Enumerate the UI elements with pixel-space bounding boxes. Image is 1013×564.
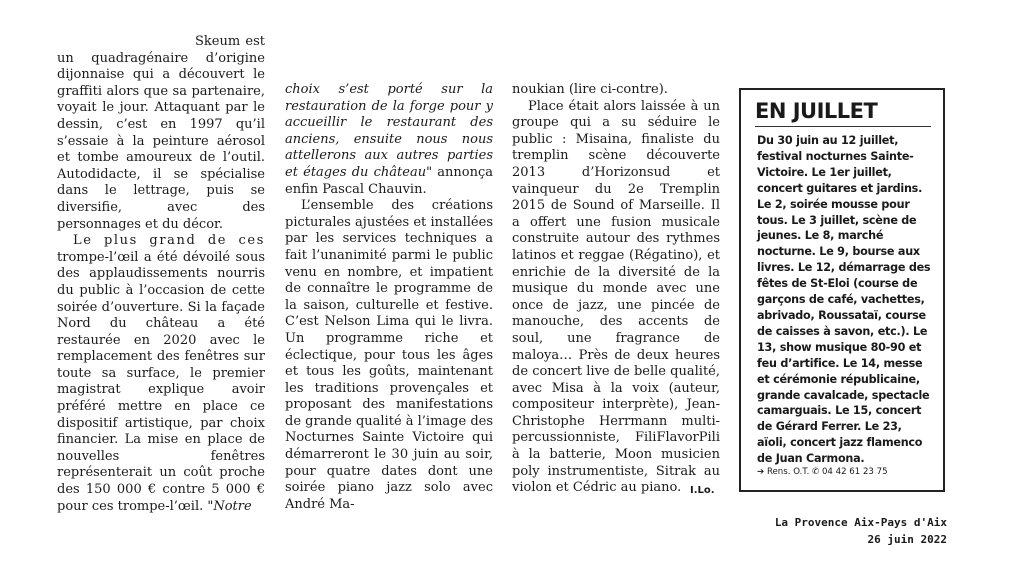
paragraph: choix s’est porté sur la restauration de la forge pour y accueillir le restaurant des anciens, ensuite nous nous attellerons aux autres parties et étages du château" annonça enfin Pascal Chauvin. — [285, 82, 494, 197]
paragraph: Skeum est un quadragénaire d’origine dijonnaise qui a découvert le graffiti alors que sa partenaire, voyait le jour. Attaquant par le dessin, c’est en 1997 qu’il s’essaie à la peinture aérosol et tombe amoureux de l’outil. Autodidacte, il se spécialise dans le lettrage, puis se diversifie, avec des personnages et du décor. — [57, 34, 265, 232]
paragraph: Place était alors laissée à un groupe qui a su séduire le public : Misaina, finaliste du tremplin scène découverte 2013 d’Horizonsud et vainqueur du 2e Tremplin 2015 de Sound of Marseille. Il a offert une fusion musicale construite autour des rythmes latinos et reggae (Régatino), et enrichie de la diversité de la musique du monde avec une once de jazz, une pincée de manouche, des accents de soul, une fragrance de maloya… Près de deux heures de concert live de belle qualité, avec Misa à la voix (auteur, compositeur interprète), Jean-Christophe Herrmann multi-percussionniste, FiliFlavorPili à la batterie, Moon musicien poly instrumentiste, Sitrak au violon et Cédric au piano. — [512, 98, 720, 496]
arrow-icon: ➔ — [757, 467, 765, 477]
article-column-3 — [512, 82, 720, 497]
paragraph: Le plus grand de ces trompe-l’œil a été dévoilé sous des applaudissements nourris du public à l’occasion de cette soirée d’ouverture. Si la façade Nord du château a été restaurée en 2020 avec le remplacement des fenêtres sur toute sa surface, le premier magistrat explique avoir préféré mettre en place ce dispositif artistique, par choix financier. La mise en place de nouvelles fenêtres représenterait un coût proche des 150 000 € contre 5 000 € pour ces trompe-l’œil. "Notre — [57, 233, 265, 514]
publication-date: 26 juin 2022 — [867, 533, 947, 546]
sidebar-title: EN JUILLET — [755, 99, 878, 123]
event-list: Du 30 juin au 12 juillet, festival nocturnes Sainte-Victoire. Le 1er juillet, concert guitares et jardins. Le 2, soirée mousse pour tous. Le 3 juillet, scène de jeunes. Le 8, marché nocturne. Le 9, bourse aux livres. Le 12, démarrage des fêtes de St-Eloi (course de garçons de café, vachettes, abrivado, Roussataï, course de caisses à savon, etc.). Le 13, show musique 80-90 et feu d’artifice. Le 14, messe et cérémonie républicaine, grande cavalcade, spectacle camarguais. Le 15, concert de Gérard Ferrer. Le 23, aïoli, concert jazz flamenco de Juan Carmona. — [757, 134, 931, 466]
publication-name: La Provence Aix-Pays d'Aix — [774, 516, 947, 529]
sidebar-divider — [755, 126, 931, 127]
contact-text: Rens. O.T. ✆ 04 42 61 23 75 — [766, 467, 888, 477]
source-credit — [775, 514, 947, 548]
article-column-2 — [285, 82, 493, 513]
sidebar-body — [757, 133, 933, 467]
author-byline: I.Lo. — [690, 485, 715, 496]
paragraph: noukian (lire ci-contre). — [512, 82, 668, 97]
paragraph: L’ensemble des créations picturales ajustées et installées par les services techniques a fait l’unanimité parmi le public venu en nombre, et impatient de connaître le programme de la saison, culturelle et festive. C’est Nelson Lima qui le livra. Un programme riche et éclectique, pour tous les âges et tous les goûts, maintenant les traditions provençales et proposant des manifestations de grande qualité à l’image des Nocturnes Sainte Victoire qui démarreront le 30 juin au soir, pour quatre dates dont une soirée piano jazz solo avec André Ma- — [285, 198, 494, 512]
article-column-1 — [57, 34, 265, 515]
sidebar-contact — [757, 467, 888, 477]
